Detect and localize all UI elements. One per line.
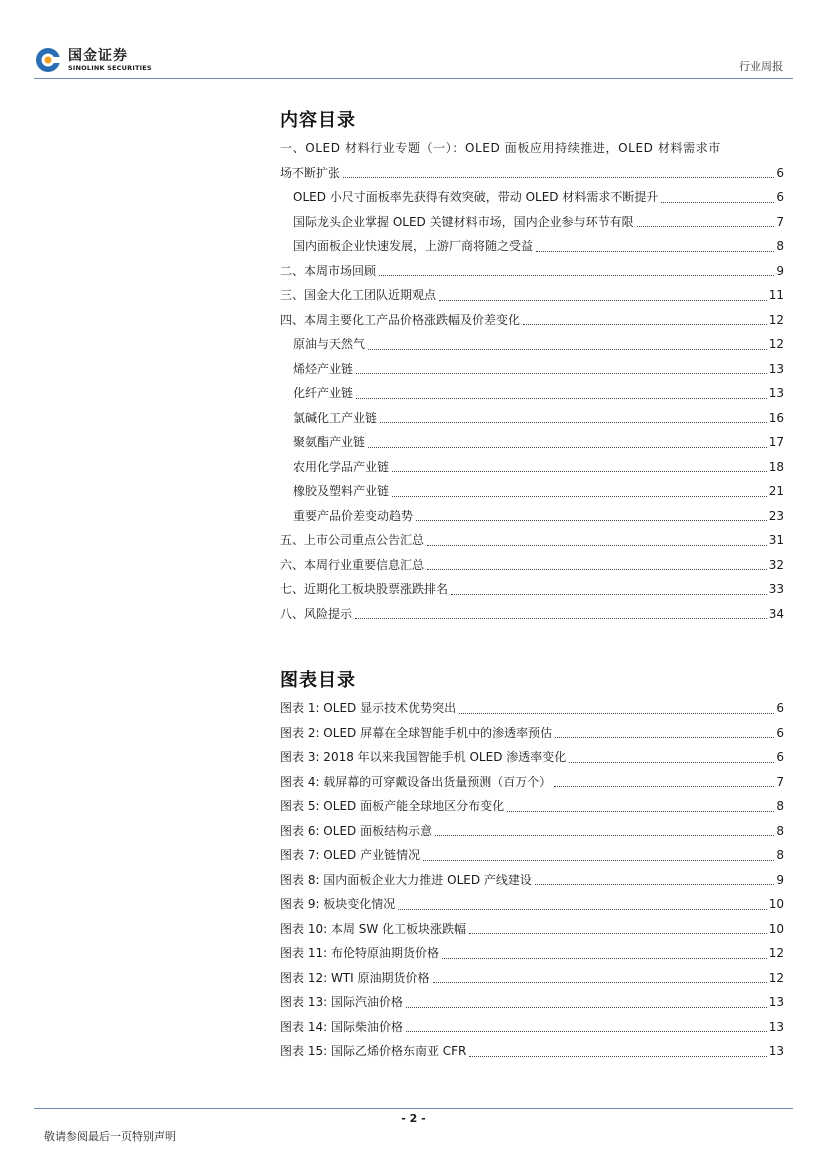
figures-list [280, 696, 784, 1064]
entry-page: 13 [768, 1019, 784, 1034]
entry-label: 六、本周行业重要信息汇总 [280, 557, 425, 572]
leader-dots [427, 545, 767, 546]
leader-dots [536, 251, 774, 252]
entry-page: 13 [768, 386, 784, 400]
leader-dots [356, 373, 767, 374]
contents-title: 内容目录 [280, 110, 356, 131]
entry-label: 氯碱化工产业链 [293, 410, 378, 425]
entry-label: 图表 2: OLED 屏幕在全球智能手机中的渗透率预估 [280, 725, 553, 740]
toc-subentry[interactable] [280, 430, 784, 455]
leader-dots [368, 447, 767, 448]
leader-dots [435, 835, 774, 836]
footer-divider [34, 1108, 793, 1109]
entry-page: 9 [776, 872, 784, 887]
entry-page: 23 [768, 508, 784, 523]
logo-chinese-name: 国金证券 [68, 47, 128, 64]
entry-label: OLED 小尺寸面板率先获得有效突破，带动 OLED 材料需求不断提升 [293, 190, 659, 204]
entry-label: 图表 6: OLED 面板结构示意 [280, 823, 433, 838]
page-number: - 2 - [401, 1112, 426, 1125]
toc-entry-page: 6 [776, 165, 784, 180]
entry-page: 12 [768, 312, 784, 327]
entry-label: 原油与天然气 [293, 337, 366, 351]
figure-entry[interactable] [280, 1015, 784, 1040]
figure-entry[interactable] [280, 745, 784, 770]
entry-label: 图表 3: 2018 年以来我国智能手机 OLED 渗透率变化 [280, 750, 567, 764]
entry-page: 13 [768, 361, 784, 376]
leader-dots [523, 324, 767, 325]
figure-entry[interactable] [280, 770, 784, 795]
leader-dots [535, 884, 774, 885]
entry-page: 17 [768, 435, 784, 449]
entry-page: 13 [768, 1044, 784, 1058]
logo-english-name: SINOLINK SECURITIES [68, 63, 152, 72]
figure-entry[interactable] [280, 941, 784, 966]
entry-label: 图表 15: 国际乙烯价格东南亚 CFR [280, 1044, 467, 1058]
entry-page: 12 [768, 970, 784, 985]
entry-page: 12 [768, 946, 784, 960]
leader-dots [355, 618, 767, 619]
leader-dots [406, 1031, 767, 1032]
report-type-label: 行业周报 [739, 60, 783, 73]
leader-dots [569, 762, 774, 763]
entry-label: 图表 14: 国际柴油价格 [280, 1019, 403, 1034]
toc-subentry[interactable] [280, 332, 784, 357]
figure-entry[interactable] [280, 990, 784, 1015]
header-divider [34, 78, 793, 79]
toc-subentry[interactable] [280, 406, 784, 431]
entry-page: 33 [768, 582, 784, 596]
figure-entry[interactable] [280, 868, 784, 893]
entry-label: 重要产品价差变动趋势 [293, 508, 414, 523]
entry-page: 12 [768, 337, 784, 351]
toc-subentry[interactable] [280, 381, 784, 406]
entry-label: 四、本周主要化工产品价格涨跌幅及价差变化 [280, 312, 521, 327]
entry-label: 图表 12: WTI 原油期货价格 [280, 970, 430, 985]
entry-label: 国际龙头企业掌握 OLED 关键材料市场，国内企业参与环节有限 [293, 214, 634, 229]
leader-dots [433, 982, 767, 983]
entry-label: 图表 4: 载屏幕的可穿戴设备出货量预测（百万个） [280, 774, 552, 789]
leader-dots [442, 958, 767, 959]
company-logo [34, 46, 152, 74]
entry-page: 6 [776, 725, 784, 740]
entry-page: 11 [768, 288, 784, 302]
entry-page: 8 [776, 823, 784, 838]
figures-section [280, 666, 784, 1064]
leader-dots [661, 202, 774, 203]
entry-page: 6 [776, 750, 784, 764]
leader-dots [368, 349, 767, 350]
entry-page: 18 [768, 459, 784, 474]
entry-page: 32 [768, 557, 784, 572]
entry-page: 10 [768, 897, 784, 911]
entry-label: 化纤产业链 [293, 386, 354, 400]
entry-label: 图表 8: 国内面板企业大力推进 OLED 产线建设 [280, 872, 532, 887]
leader-dots [356, 398, 767, 399]
figure-entry[interactable] [280, 696, 784, 721]
page-header [0, 0, 827, 80]
toc-entry[interactable] [280, 308, 784, 333]
entry-page: 6 [776, 701, 784, 715]
entry-label: 七、近期化工板块股票涨跌排名 [280, 582, 449, 596]
figure-entry[interactable] [280, 721, 784, 746]
entry-label: 图表 7: OLED 产业链情况 [280, 848, 421, 862]
entry-label: 图表 11: 布伦特原油期货价格 [280, 946, 439, 960]
toc-entry[interactable] [280, 602, 784, 627]
entry-label: 橡胶及塑料产业链 [293, 484, 390, 498]
figure-entry[interactable] [280, 917, 784, 942]
leader-dots [554, 786, 774, 787]
figure-entry[interactable] [280, 819, 784, 844]
entry-page: 31 [768, 533, 784, 547]
figure-entry[interactable] [280, 843, 784, 868]
entry-label: 图表 9: 板块变化情况 [280, 897, 396, 911]
entry-label: 二、本周市场回顾 [280, 263, 377, 278]
toc-entry-label-line2: 场不断扩张 [280, 165, 341, 180]
leader-dots [379, 275, 774, 276]
entry-page: 34 [768, 606, 784, 621]
entry-label: 图表 13: 国际汽油价格 [280, 995, 403, 1009]
entry-label: 图表 10: 本周 SW 化工板块涨跌幅 [280, 921, 467, 936]
leader-dots [343, 177, 774, 178]
entry-page: 10 [768, 921, 784, 936]
leader-dots [459, 713, 774, 714]
leader-dots [469, 933, 767, 934]
entry-label: 聚氨酯产业链 [293, 435, 366, 449]
figure-entry[interactable] [280, 892, 784, 917]
leader-dots [392, 496, 767, 497]
leader-dots [392, 471, 767, 472]
contents-section [280, 106, 784, 626]
toc-entry[interactable] [280, 136, 784, 185]
leader-dots [469, 1056, 766, 1057]
toc-subentry[interactable] [280, 210, 784, 235]
leader-dots [380, 422, 767, 423]
toc-subentry[interactable] [280, 357, 784, 382]
leader-dots [555, 737, 774, 738]
leader-dots [416, 520, 767, 521]
leader-dots [398, 909, 766, 910]
leader-dots [507, 811, 774, 812]
entry-page: 16 [768, 410, 784, 425]
leader-dots [439, 300, 767, 301]
figure-entry[interactable] [280, 1039, 784, 1064]
entry-page: 7 [776, 774, 784, 789]
entry-page: 8 [776, 239, 784, 253]
logo-mark-icon [34, 46, 62, 74]
entry-label: 图表 1: OLED 显示技术优势突出 [280, 701, 457, 715]
entry-label: 烯烃产业链 [293, 361, 354, 376]
entry-page: 8 [776, 799, 784, 813]
toc-subentry[interactable] [280, 185, 784, 210]
toc-subentry[interactable] [280, 234, 784, 259]
toc-entry[interactable] [280, 283, 784, 308]
leader-dots [423, 860, 774, 861]
leader-dots [451, 594, 767, 595]
contents-list [280, 185, 784, 626]
entry-label: 农用化学品产业链 [293, 459, 390, 474]
entry-label: 国内面板企业快速发展，上游厂商将随之受益 [293, 239, 534, 253]
figures-title: 图表目录 [280, 670, 356, 691]
figure-entry[interactable] [280, 794, 784, 819]
entry-page: 21 [768, 484, 784, 498]
entry-page: 8 [776, 848, 784, 862]
leader-dots [427, 569, 767, 570]
toc-entry[interactable] [280, 259, 784, 284]
entry-page: 6 [776, 190, 784, 204]
entry-label: 图表 5: OLED 面板产能全球地区分布变化 [280, 799, 505, 813]
toc-entry[interactable] [280, 577, 784, 602]
toc-subentry[interactable] [280, 504, 784, 529]
entry-page: 7 [776, 214, 784, 229]
entry-label: 三、国金大化工团队近期观点 [280, 288, 437, 302]
entry-label: 八、风险提示 [280, 606, 353, 621]
entry-page: 13 [768, 995, 784, 1009]
toc-entry[interactable] [280, 528, 784, 553]
leader-dots [406, 1007, 767, 1008]
entry-page: 9 [776, 263, 784, 278]
leader-dots [637, 226, 775, 227]
toc-entry-label-line1: 一、OLED 材料行业专题（一）：OLED 面板应用持续推进，OLED 材料需求市 [280, 141, 721, 155]
toc-subentry[interactable] [280, 479, 784, 504]
toc-entry[interactable] [280, 553, 784, 578]
disclaimer-note: 敬请参阅最后一页特别声明 [44, 1130, 176, 1143]
entry-label: 五、上市公司重点公告汇总 [280, 533, 425, 547]
figure-entry[interactable] [280, 966, 784, 991]
toc-subentry[interactable] [280, 455, 784, 480]
